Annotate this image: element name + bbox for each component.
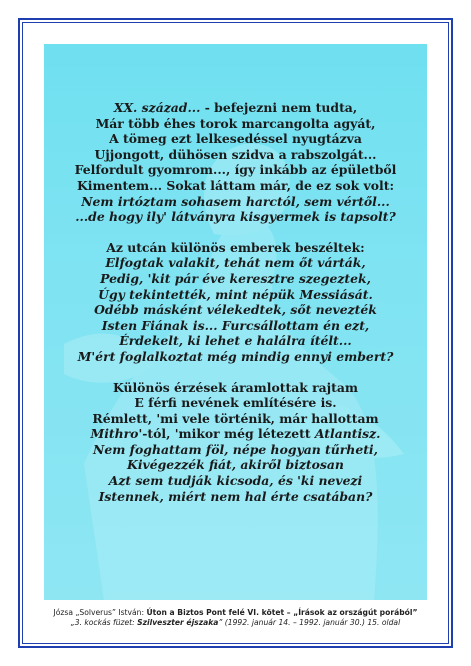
poem-line <box>44 302 427 318</box>
poem-line <box>44 147 427 163</box>
poem-line-segment: Istennek, miért nem hal érte csatában? <box>98 488 373 504</box>
poem-line-segment: Atlantisz. <box>314 426 381 442</box>
poem-text <box>44 100 427 519</box>
poem-line-segment: M'ért foglalkoztat még mindig ennyi embert? <box>77 348 394 364</box>
footer-segment: ” (1992. január 14. – 1992. január 30.) 15. oldal <box>218 618 401 627</box>
poem-line <box>44 131 427 147</box>
poem-line-segment: E férfi nevének említésére is. <box>134 395 337 411</box>
poem-line <box>44 178 427 194</box>
poem-line <box>44 194 427 210</box>
poem-line <box>44 426 427 442</box>
footer-segment: Józsa „Solverus” István: <box>53 608 147 617</box>
poem-line <box>44 380 427 396</box>
poem-line-segment: Rémlett, 'mi vele történik, már hallottam <box>92 410 379 426</box>
poem-line <box>44 100 427 116</box>
poem-line <box>44 333 427 349</box>
poem-panel <box>44 44 427 600</box>
poem-line <box>44 255 427 271</box>
poem-line <box>44 473 427 489</box>
poem-line <box>44 287 427 303</box>
poem-line-segment: ...de hogy ily' látványra kisgyermek is tapsolt? <box>75 209 396 225</box>
footer-segment: Úton a Biztos Pont felé VI. kötet – „Írások az országút porából” <box>146 608 418 617</box>
poem-line-segment: Érdekelt, ki lehet e halálra ítélt... <box>119 333 352 349</box>
footer-line-1 <box>44 608 427 618</box>
footer-segment: „3. kockás füzet: <box>70 618 138 627</box>
poem-line-segment: Isten Fiának is... Furcsállottam én ezt, <box>101 317 370 333</box>
stanza <box>44 100 427 225</box>
poem-line <box>44 162 427 178</box>
poem-line-segment: Nem foghattam föl, népe hogyan tűrheti, <box>93 441 378 457</box>
poem-line <box>44 489 427 505</box>
footer-line-2 <box>44 618 427 628</box>
footer-segment: Szilveszter éjszaka <box>137 618 219 627</box>
poem-line <box>44 457 427 473</box>
poem-line-segment: Ujjongott, dühösen szidva a rabszolgát... <box>94 146 377 162</box>
poem-line-segment: Nem irtóztam sohasem harctól, sem vértől... <box>81 193 390 209</box>
poem-line-segment: Mithro <box>90 426 139 442</box>
poem-line-segment: Kimentem... Sokat láttam már, de ez sok volt: <box>76 177 395 193</box>
poem-line-segment: Az utcán különös emberek beszéltek: <box>106 239 365 255</box>
footer-citation <box>44 608 427 628</box>
poem-line <box>44 442 427 458</box>
poem-line-segment: A tömeg ezt lelkesedéssel nyugtázva <box>109 131 362 147</box>
poem-line-segment: - befejezni nem tudta, <box>200 100 358 115</box>
poem-line-segment: Azt sem tudják kicsoda, és 'ki nevezi <box>108 473 363 489</box>
poem-line-segment: Elfogtak valakit, tehát nem őt várták, <box>105 255 366 271</box>
poem-line <box>44 271 427 287</box>
poem-line <box>44 116 427 132</box>
poem-line <box>44 209 427 225</box>
poem-line <box>44 395 427 411</box>
poem-line-segment: Felfordult gyomrom..., így inkább az épületből <box>74 162 397 178</box>
poem-line-segment: Odébb másként vélekedtek, sőt nevezték <box>94 302 377 318</box>
poem-line-segment: Kivégezzék fiát, akiről biztosan <box>127 457 344 473</box>
poem-line <box>44 318 427 334</box>
poem-line <box>44 349 427 365</box>
stanza <box>44 240 427 365</box>
poem-line-segment: Különös érzések áramlottak rajtam <box>112 379 359 395</box>
stanza <box>44 380 427 505</box>
poem-line-segment: Már több éhes torok marcangolta agyát, <box>95 115 376 131</box>
poem-line-segment: Pedig, 'kit pár éve keresztre szegeztek, <box>100 270 371 286</box>
poem-line-segment: '-tól, 'mikor még létezett <box>138 426 315 442</box>
poem-line-segment: XX. század... <box>113 100 201 115</box>
poem-line-segment: Úgy tekintették, mint népük Messiását. <box>98 286 373 302</box>
poem-line <box>44 240 427 256</box>
poem-line <box>44 411 427 427</box>
